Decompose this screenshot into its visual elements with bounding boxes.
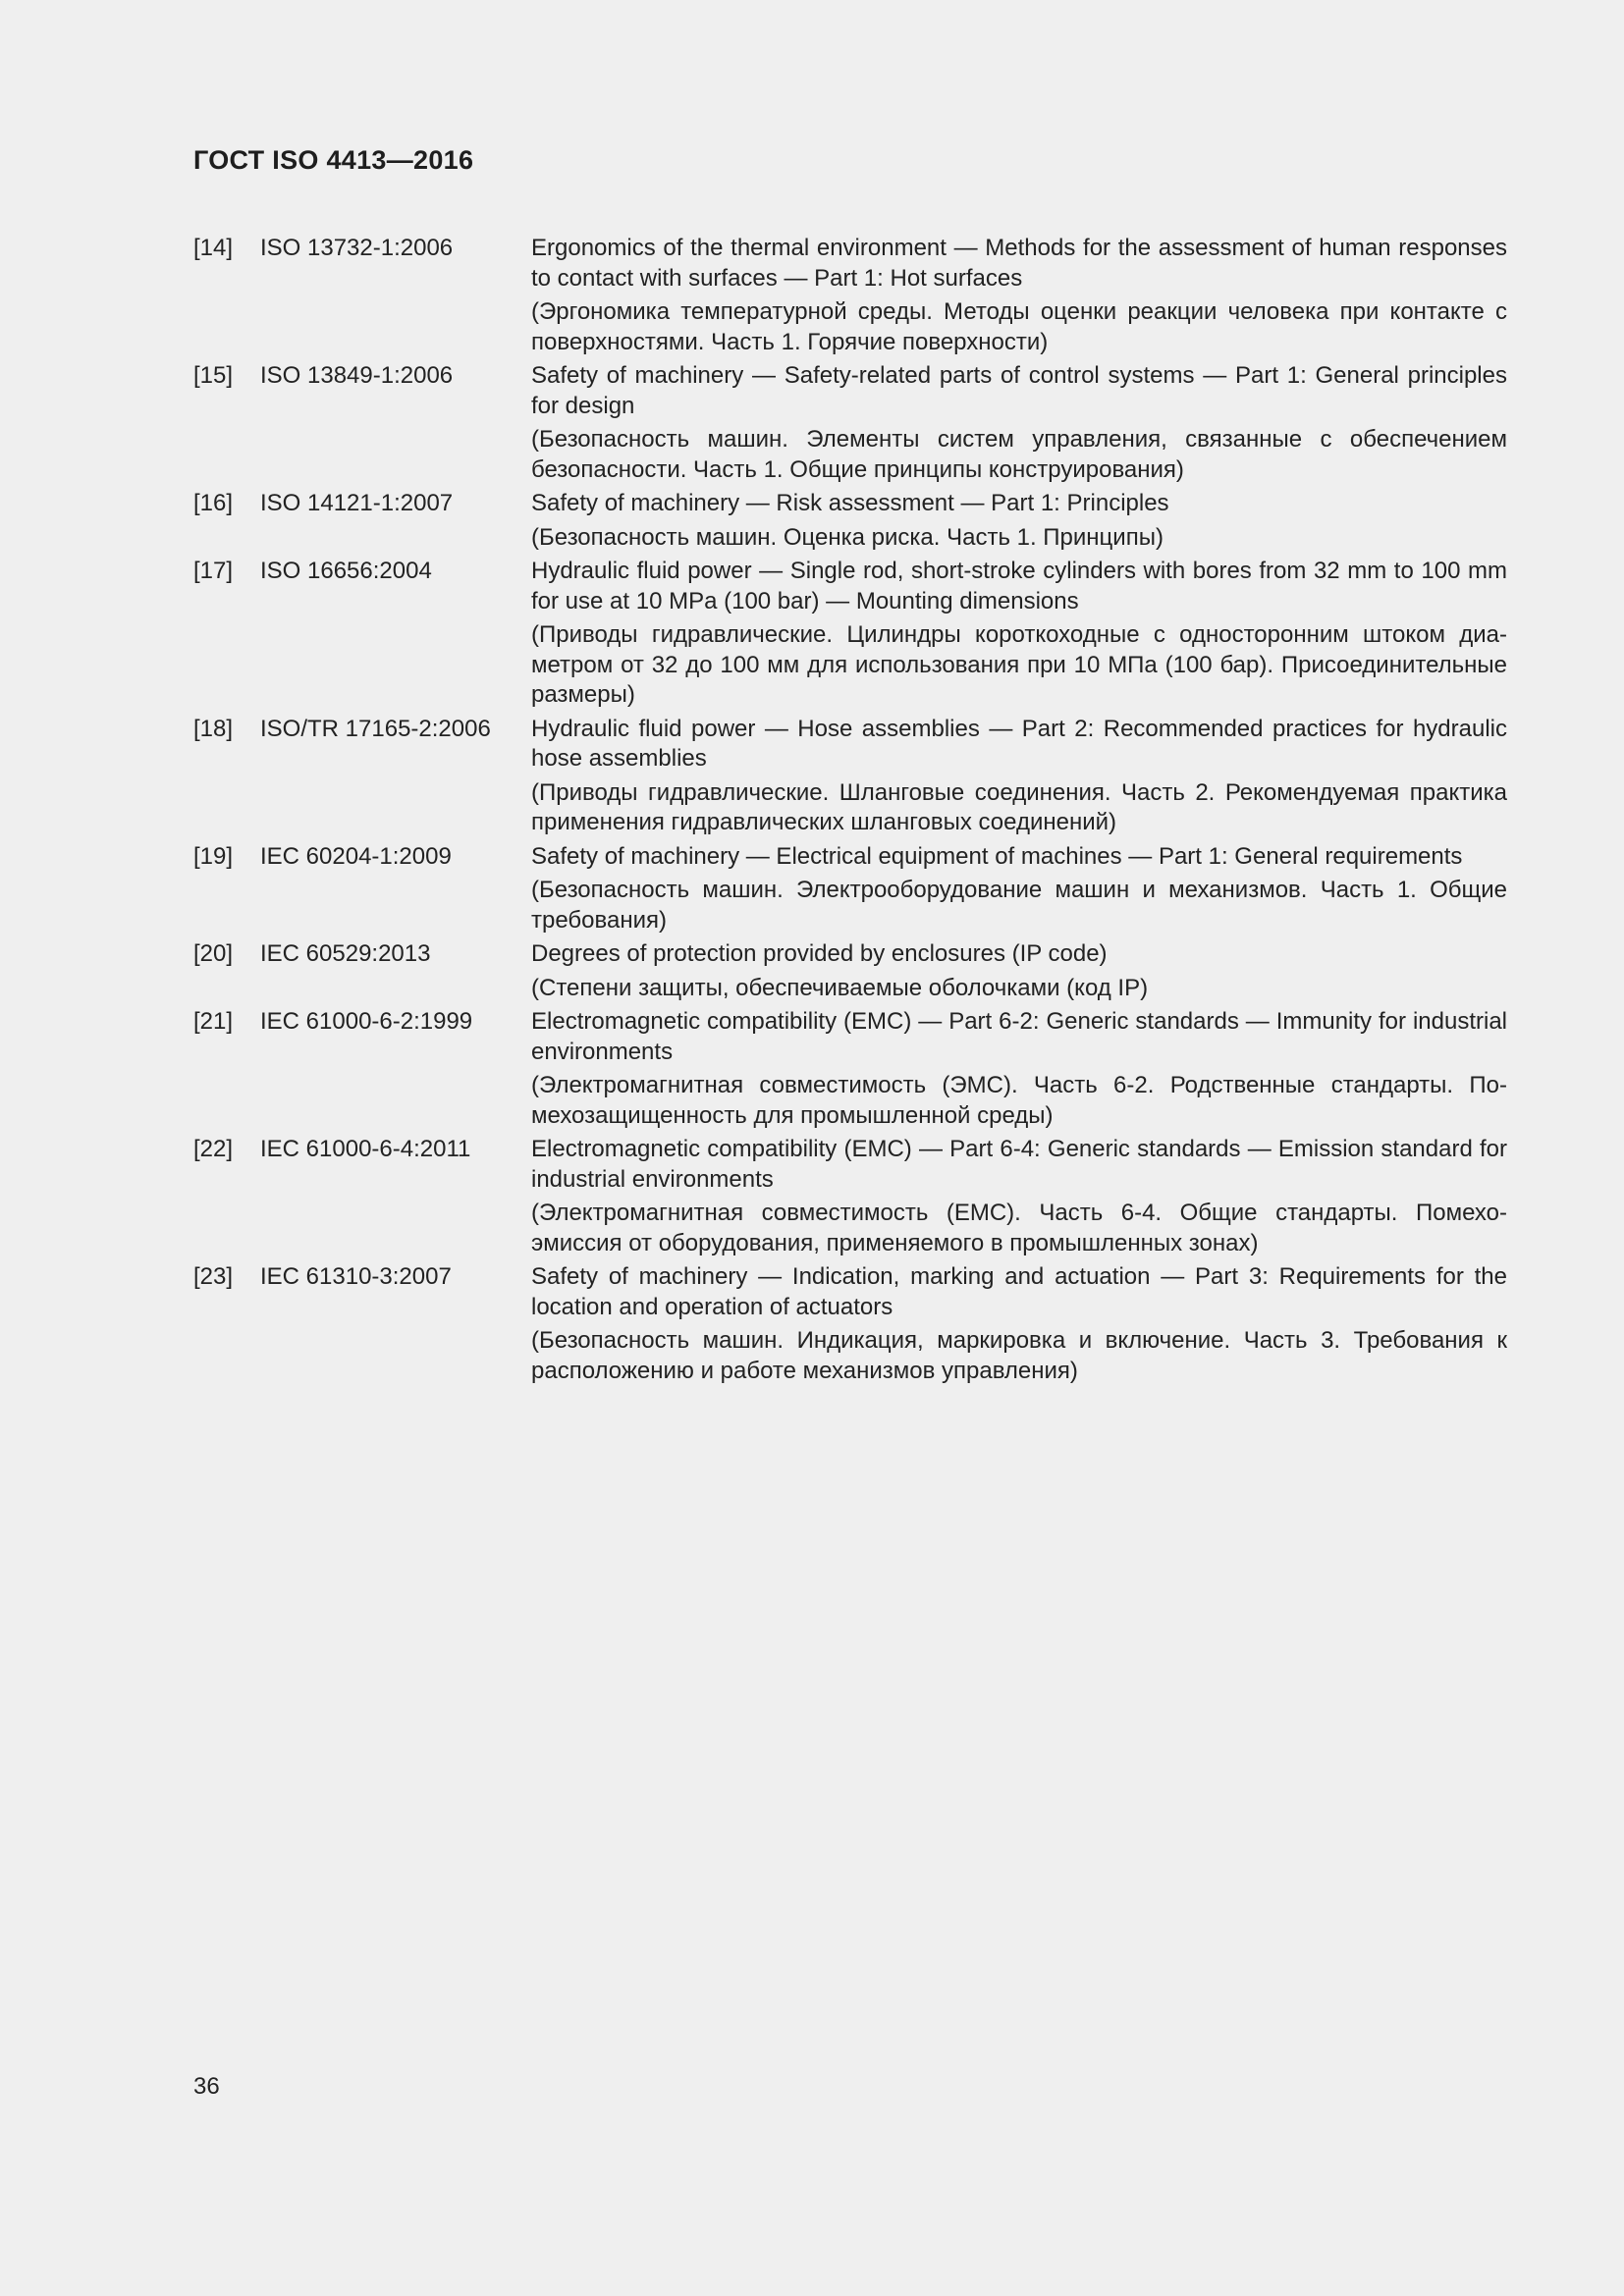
- english-title: Safety of machinery — Risk assessment — Part 1: Principles: [531, 490, 1169, 516]
- document-header: ГОСТ ISO 4413—2016: [193, 145, 474, 175]
- english-title: Electromagnetic compatibility (EMC) — Part 6-4: Generic standards — Emission standard for industrial environments: [531, 1136, 1507, 1193]
- bibliography-entry: [193, 557, 1507, 711]
- entry-description: [531, 489, 1507, 553]
- entry-description: [531, 939, 1507, 1003]
- english-title: Safety of machinery — Electrical equipment of machines — Part 1: General requirements: [531, 842, 1463, 870]
- russian-title: (Приводы гидравлические. Шланговые соединения. Часть 2. Рекомендуемая практика применения гидравлических шланговых соединений): [531, 778, 1507, 835]
- russian-title: (Электромагнитная совместимость (ЕМС). Часть 6-4. Общие стандарты. Помехоэмиссия от оборудования, применяемого в промышленных зонах): [531, 1200, 1507, 1256]
- english-title: Electromagnetic compatibility (EMC) — Part 6-2: Generic standards — Immunity for industrial environments: [531, 1008, 1507, 1065]
- entry-number: [14]: [193, 235, 234, 261]
- entry-description: [531, 1262, 1507, 1386]
- russian-title: (Безопасность машин. Элементы систем управления, связанные с обеспечением безопасности. Часть 1. Общие принципы конструирования): [531, 426, 1507, 483]
- english-title: Safety of machinery — Safety-related parts of control systems — Part 1: General principles for design: [531, 362, 1507, 419]
- entry-description: [531, 842, 1507, 936]
- bibliography-entry: [193, 842, 1507, 936]
- entry-description: [531, 234, 1507, 357]
- entry-number: [17]: [193, 558, 234, 584]
- bibliography-entry: [193, 1007, 1507, 1131]
- russian-title: (Безопасность машин. Индикация, маркировка и включение. Часть 3. Требования к расположению и работе механизмов управления): [531, 1327, 1507, 1384]
- standard-code: ISO 13849-1:2006: [260, 362, 454, 389]
- standard-code: ISO 16656:2004: [260, 558, 432, 584]
- entry-description: [531, 557, 1507, 711]
- standard-code: IEC 61310-3:2007: [260, 1263, 452, 1290]
- bibliography-entry: [193, 489, 1507, 553]
- russian-title: (Электромагнитная совместимость (ЭМС). Часть 6-2. Родственные стандарты. Помехозащищенность для промышленной среды): [531, 1072, 1507, 1129]
- entry-number: [23]: [193, 1263, 234, 1290]
- standard-code: ISO 14121-1:2007: [260, 490, 454, 516]
- russian-title: (Безопасность машин. Оценка риска. Часть 1. Принципы): [531, 523, 1164, 551]
- english-title: Ergonomics of the thermal environment — Methods for the assessment of human responses to contact with surfaces — Part 1: Hot surfaces: [531, 235, 1507, 292]
- english-title: Hydraulic fluid power — Single rod, short-stroke cylinders with bores from 32 mm to 100 mm for use at 10 MPa (100 bar) — Mounting dimensions: [531, 558, 1507, 614]
- standard-code: IEC 61000-6-4:2011: [260, 1136, 471, 1162]
- bibliography-entry: [193, 234, 1507, 357]
- bibliography-entry: [193, 715, 1507, 838]
- entry-description: [531, 1135, 1507, 1258]
- standard-code: ISO 13732-1:2006: [260, 235, 454, 261]
- english-title: Hydraulic fluid power — Hose assemblies — Part 2: Recommended practices for hydraulic hose assemblies: [531, 715, 1507, 772]
- entry-number: [18]: [193, 715, 234, 742]
- standard-code: ISO/TR 17165-2:2006: [260, 715, 491, 742]
- english-title: Safety of machinery — Indication, marking and actuation — Part 3: Requirements for the location and operation of actuators: [531, 1263, 1507, 1320]
- bibliography-entry: [193, 361, 1507, 485]
- entry-number: [15]: [193, 362, 234, 389]
- russian-title: (Степени защиты, обеспечиваемые оболочками (код IP): [531, 974, 1149, 1001]
- entry-number: [20]: [193, 940, 234, 967]
- standard-code: IEC 61000-6-2:1999: [260, 1008, 473, 1035]
- entry-number: [19]: [193, 842, 234, 870]
- russian-title: (Безопасность машин. Электрооборудование машин и механизмов. Часть 1. Общие требования): [531, 877, 1507, 934]
- bibliography-entry: [193, 939, 1507, 1003]
- english-title: Degrees of protection provided by enclosures (IP code): [531, 940, 1108, 967]
- bibliography-list: [193, 234, 1507, 1390]
- entry-description: [531, 1007, 1507, 1131]
- entry-number: [22]: [193, 1136, 234, 1162]
- entry-number: [16]: [193, 490, 234, 516]
- standard-code: IEC 60529:2013: [260, 940, 431, 967]
- russian-title: (Эргономика температурной среды. Методы оценки реакции человека при контакте с поверхностями. Часть 1. Горячие поверхности): [531, 298, 1507, 355]
- russian-title: (Приводы гидравлические. Цилиндры короткоходные с односторонним штоком диаметром от 32 до 100 мм для использования при 10 МПа (100 бар). Присоединительные размеры): [531, 621, 1507, 708]
- standard-code: IEC 60204-1:2009: [260, 842, 452, 870]
- entry-description: [531, 715, 1507, 838]
- page-number: 36: [193, 2073, 220, 2100]
- entry-description: [531, 361, 1507, 485]
- entry-number: [21]: [193, 1008, 234, 1035]
- bibliography-entry: [193, 1135, 1507, 1258]
- bibliography-entry: [193, 1262, 1507, 1386]
